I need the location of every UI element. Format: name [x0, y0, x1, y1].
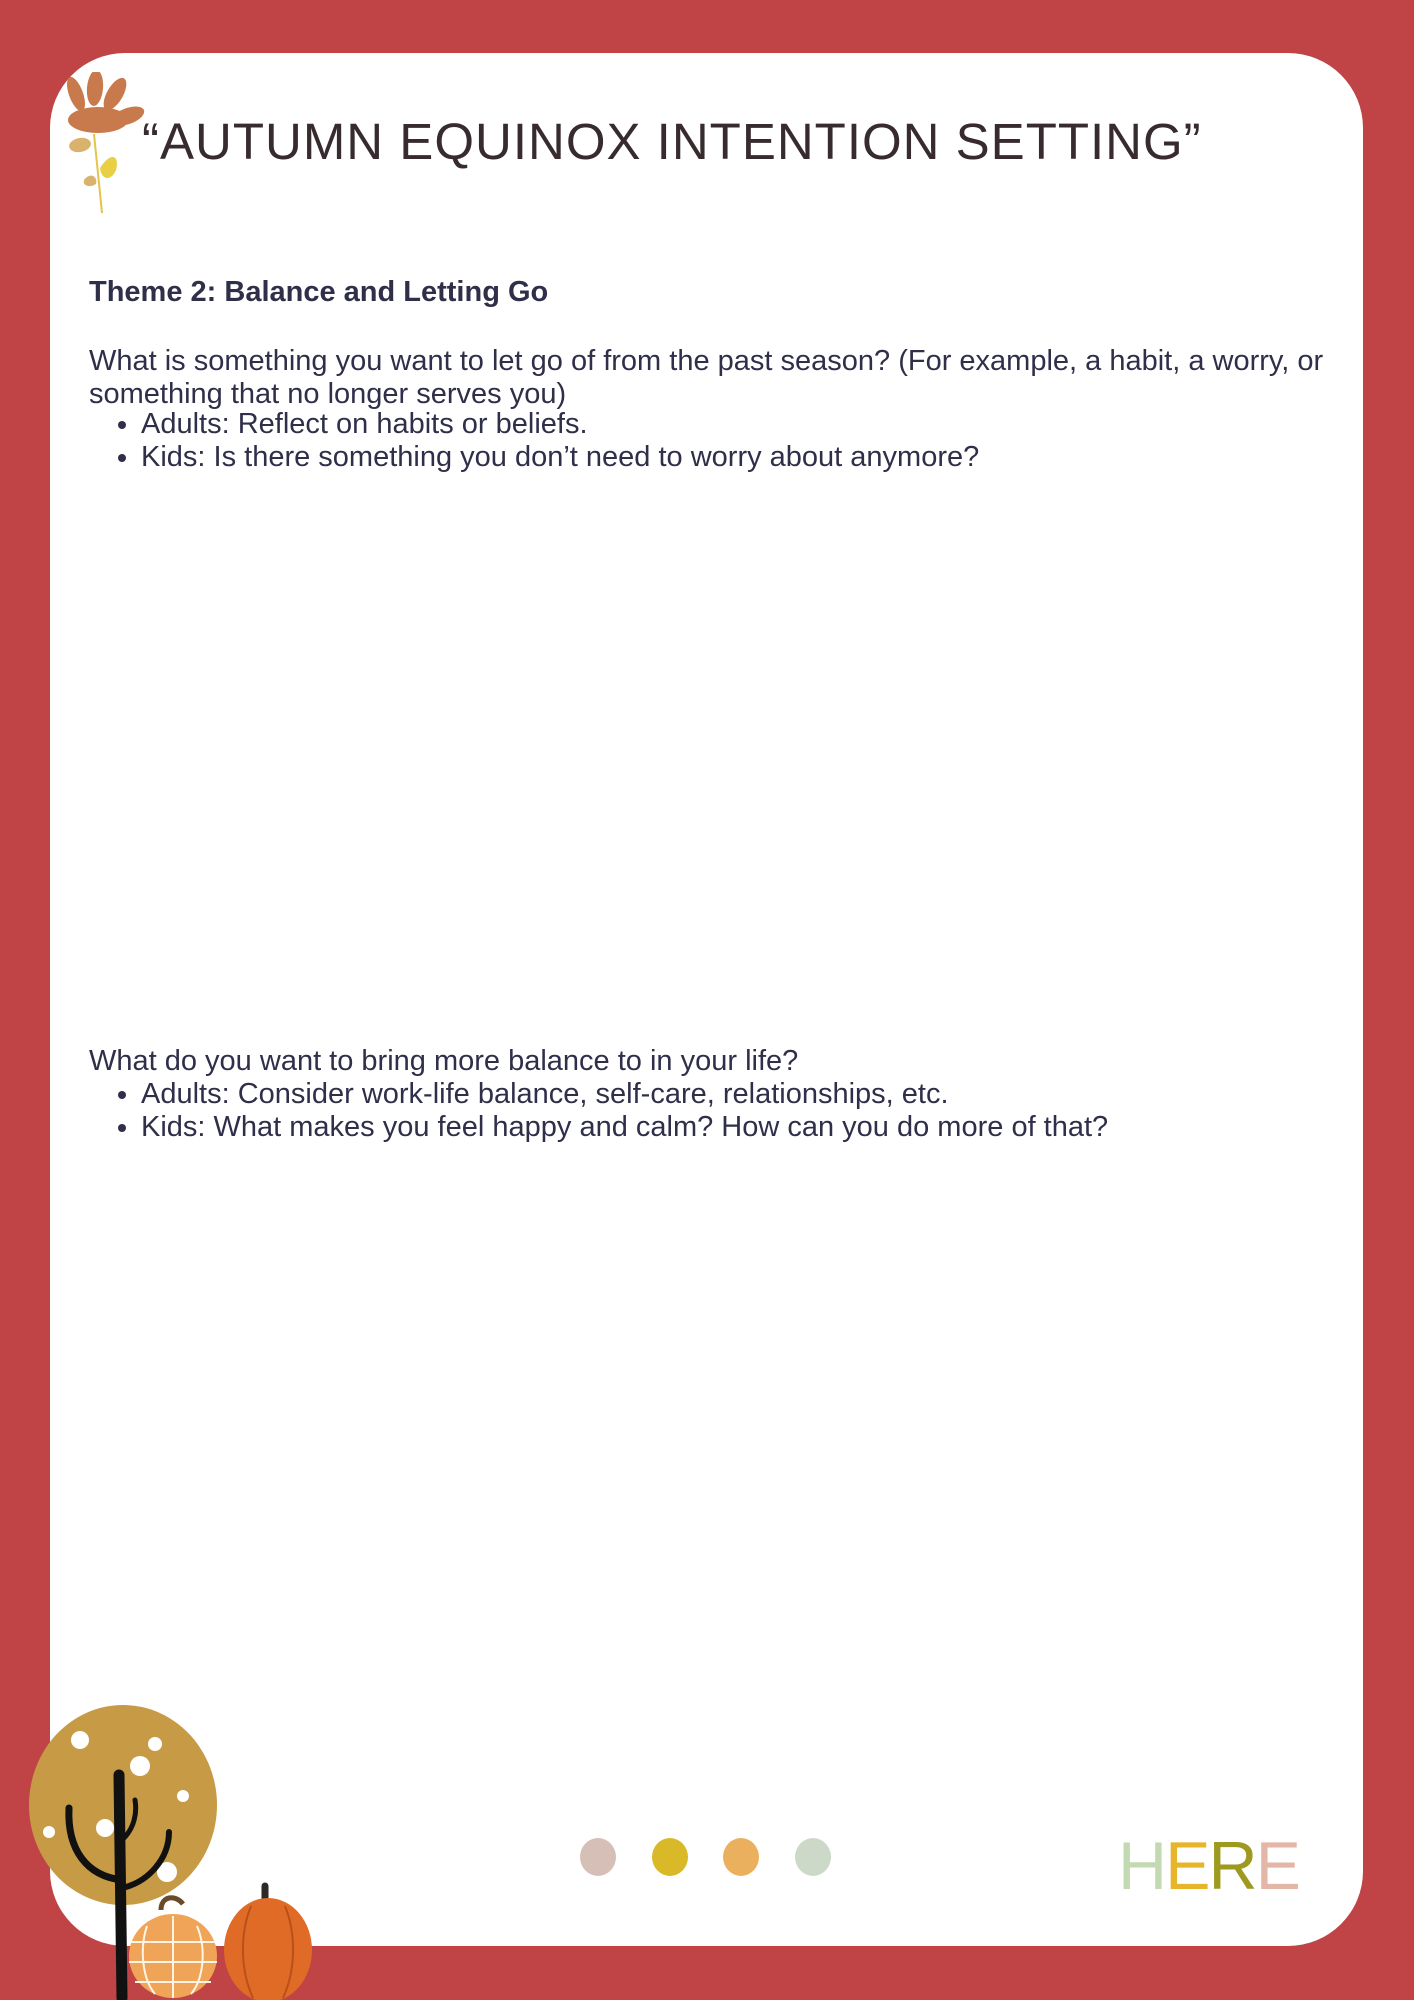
- theme-heading: Theme 2: Balance and Letting Go: [89, 276, 549, 308]
- palette-dot: [795, 1838, 831, 1876]
- question-1-bullets: [89, 408, 1381, 474]
- palette-dots: [580, 1838, 835, 1878]
- logo-letter: R: [1208, 1828, 1256, 1904]
- tree-icon: [25, 1700, 325, 2000]
- logo-letter: E: [1165, 1828, 1209, 1904]
- question-2: What do you want to bring more balance to in your life?: [89, 1045, 799, 1077]
- palette-dot: [580, 1838, 616, 1876]
- pumpkin-icon: [129, 1886, 312, 2000]
- palette-dot: [723, 1838, 759, 1876]
- logo: [1118, 1828, 1299, 1904]
- palette-dot: [652, 1838, 688, 1876]
- list-item: • Adults: Consider work-life balance, self-care, relationships, etc.: [141, 1078, 1381, 1111]
- logo-letter: H: [1118, 1828, 1166, 1904]
- flower-icon: [58, 72, 148, 217]
- list-item: • Kids: What makes you feel happy and calm? How can you do more of that?: [141, 1111, 1381, 1144]
- list-item: • Adults: Reflect on habits or beliefs.: [141, 408, 1381, 441]
- list-item: • Kids: Is there something you don’t need to worry about anymore?: [141, 441, 1381, 474]
- page-card: [50, 53, 1363, 1946]
- page-title: “AUTUMN EQUINOX INTENTION SETTING”: [142, 113, 1202, 170]
- question-2-bullets: [89, 1078, 1381, 1144]
- logo-letter: E: [1255, 1828, 1299, 1904]
- question-1: What is something you want to let go of from the past season? (For example, a habit, a worry, or something that no longer serves you): [89, 345, 1324, 410]
